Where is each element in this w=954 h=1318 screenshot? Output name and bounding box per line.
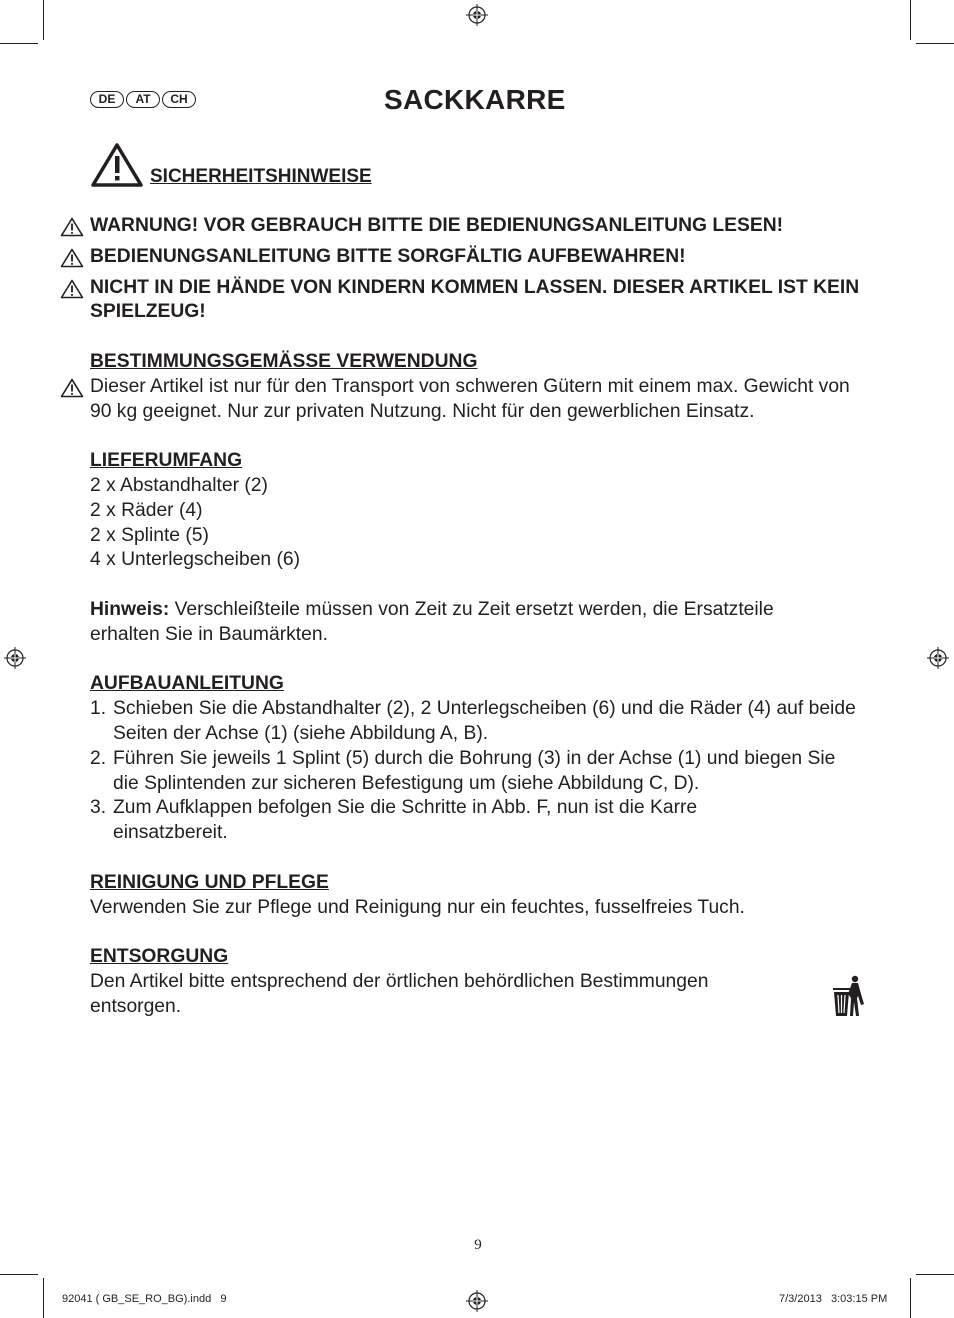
registration-mark-icon (4, 647, 26, 669)
note-paragraph (60, 598, 830, 648)
intended-use-line (60, 375, 880, 425)
footer-file: 92041 ( GB_SE_RO_BG).indd 9 (62, 1293, 227, 1305)
note-label: Hinweis: (90, 598, 170, 620)
section-heading-cleaning: REINIGUNG UND PFLEGE (90, 871, 329, 893)
lang-badge-de: DE (90, 91, 124, 108)
page-number: 9 (474, 1237, 482, 1253)
crop-mark (916, 1274, 954, 1275)
intended-use-text: Dieser Artikel ist nur für den Transport von schweren Gütern mit einem max. Gewicht von 90 kg geeignet. Nur zur privaten Nutzung. Nicht für den gewerblichen Einsatz. (90, 375, 850, 422)
step-text: Führen Sie jeweils 1 Splint (5) durch die Bohrung (3) in der Achse (1) und biegen Sie die Splintenden zur sicheren Befestigung um (siehe Abbildung C, D). (113, 747, 836, 794)
registration-mark-icon (466, 4, 488, 26)
trash-bin-icon (830, 974, 866, 1020)
section-heading-intended-use: BESTIMMUNGSGEMÄSSE VERWENDUNG (90, 350, 478, 372)
section-heading-scope: LIEFERUMFANG (90, 450, 243, 472)
warning-line (60, 245, 880, 276)
warning-triangle-icon (90, 142, 144, 188)
warning-line (60, 276, 880, 326)
section-heading-disposal: ENTSORGUNG (90, 946, 229, 968)
step-text: Zum Aufklappen befolgen Sie die Schritte in Abb. F, nun ist die Karre einsatzbereit. (113, 797, 698, 844)
warning-triangle-icon (60, 248, 84, 268)
scope-item: 2 x Splinte (5) (90, 524, 209, 546)
content (60, 214, 880, 1020)
warning-triangle-icon (60, 279, 84, 299)
disposal-text: Den Artikel bitte entsprechend der örtlichen behördlichen Bestimmungen entsorgen. (90, 970, 709, 1017)
scope-item: 4 x Unterlegscheiben (6) (90, 549, 301, 571)
registration-mark-icon (466, 1290, 488, 1312)
footer-date: 7/3/2013 3:03:15 PM (779, 1293, 888, 1305)
warning-line (60, 214, 880, 245)
warning-text: NICHT IN DIE HÄNDE VON KINDERN KOMMEN LASSEN. DIESER ARTIKEL IST KEIN SPIELZEUG! (90, 276, 860, 323)
registration-mark-icon (927, 647, 949, 669)
assembly-step (90, 747, 880, 797)
lang-badge-at: AT (126, 91, 160, 108)
crop-mark (43, 1278, 44, 1318)
crop-mark (0, 1274, 38, 1275)
language-badges (90, 91, 196, 108)
scope-item: 2 x Abstandhalter (2) (90, 474, 268, 496)
warning-text: BEDIENUNGSANLEITUNG BITTE SORGFÄLTIG AUFBEWAHREN! (90, 245, 686, 267)
step-number: 1. (90, 698, 107, 720)
warning-text: WARNUNG! VOR GEBRAUCH BITTE DIE BEDIENUNGSANLEITUNG LESEN! (90, 215, 784, 236)
crop-mark (0, 43, 38, 44)
warning-triangle-icon (60, 378, 84, 398)
note-text: Verschleißteile müssen von Zeit zu Zeit ersetzt werden, die Ersatzteile erhalten Sie in Baumärkten. (90, 598, 774, 645)
assembly-steps (60, 697, 880, 846)
page-title: SACKKARRE (384, 84, 566, 115)
warning-triangle-icon (60, 217, 84, 237)
lang-badge-ch: CH (162, 91, 196, 108)
assembly-step (90, 796, 880, 846)
step-number: 3. (90, 797, 107, 819)
safety-title: SICHERHEITSHINWEISE (150, 166, 372, 187)
safety-heading (90, 142, 372, 188)
crop-mark (43, 0, 44, 40)
step-text: Schieben Sie die Abstandhalter (2), 2 Unterlegscheiben (6) und die Räder (4) auf beide Seiten der Achse (1) (siehe Abbildung A, B). (113, 698, 856, 744)
crop-mark (910, 1278, 911, 1318)
crop-mark (910, 0, 911, 40)
assembly-step (90, 697, 880, 747)
section-heading-assembly: AUFBAUANLEITUNG (90, 673, 284, 695)
cleaning-text: Verwenden Sie zur Pflege und Reinigung nur ein feuchtes, fusselfreies Tuch. (90, 896, 745, 918)
crop-mark (916, 43, 954, 44)
scope-item: 2 x Räder (4) (90, 499, 203, 521)
step-number: 2. (90, 747, 107, 769)
